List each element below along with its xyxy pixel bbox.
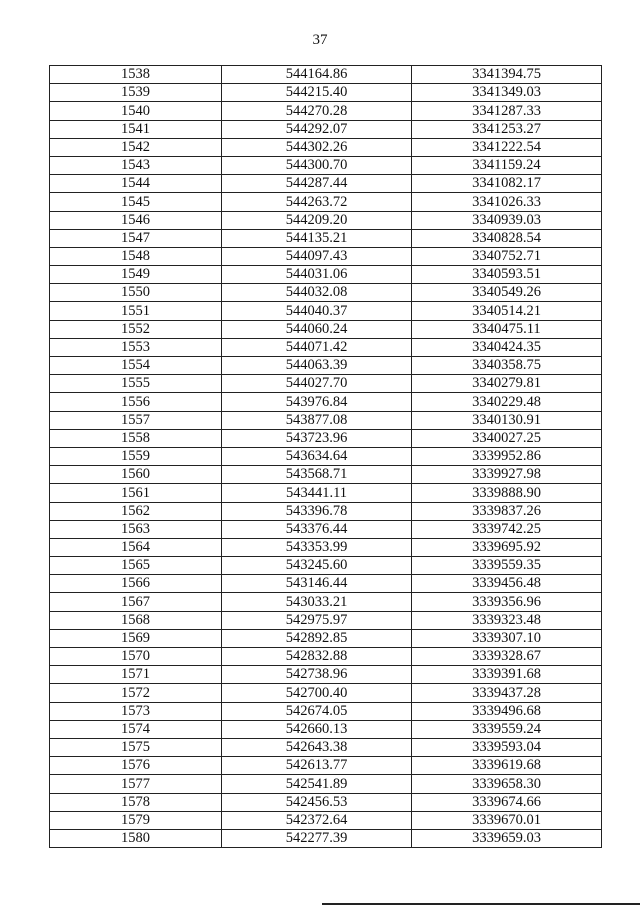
coordinates-table [49, 65, 602, 848]
table-row [50, 720, 602, 738]
x-coordinate-cell: 544027.70 [222, 375, 412, 393]
point-number-cell: 1573 [50, 702, 222, 720]
x-coordinate-cell: 544164.86 [222, 66, 412, 84]
point-number-cell: 1547 [50, 229, 222, 247]
table-row [50, 738, 602, 756]
table-row [50, 338, 602, 356]
table-row [50, 520, 602, 538]
y-coordinate-cell: 3339307.10 [412, 629, 602, 647]
x-coordinate-cell: 542643.38 [222, 738, 412, 756]
y-coordinate-cell: 3339328.67 [412, 648, 602, 666]
point-number-cell: 1540 [50, 102, 222, 120]
coordinates-table-container [49, 65, 601, 848]
x-coordinate-cell: 543353.99 [222, 538, 412, 556]
table-row [50, 775, 602, 793]
table-row [50, 357, 602, 375]
point-number-cell: 1544 [50, 175, 222, 193]
y-coordinate-cell: 3341253.27 [412, 120, 602, 138]
y-coordinate-cell: 3340130.91 [412, 411, 602, 429]
point-number-cell: 1564 [50, 538, 222, 556]
x-coordinate-cell: 543376.44 [222, 520, 412, 538]
x-coordinate-cell: 544287.44 [222, 175, 412, 193]
y-coordinate-cell: 3340752.71 [412, 247, 602, 265]
x-coordinate-cell: 542372.64 [222, 811, 412, 829]
x-coordinate-cell: 544215.40 [222, 84, 412, 102]
y-coordinate-cell: 3339658.30 [412, 775, 602, 793]
y-coordinate-cell: 3340514.21 [412, 302, 602, 320]
x-coordinate-cell: 542832.88 [222, 648, 412, 666]
y-coordinate-cell: 3339695.92 [412, 538, 602, 556]
point-number-cell: 1576 [50, 757, 222, 775]
y-coordinate-cell: 3339559.24 [412, 720, 602, 738]
y-coordinate-cell: 3339952.86 [412, 447, 602, 465]
x-coordinate-cell: 544263.72 [222, 193, 412, 211]
table-row [50, 266, 602, 284]
x-coordinate-cell: 544060.24 [222, 320, 412, 338]
point-number-cell: 1539 [50, 84, 222, 102]
y-coordinate-cell: 3341026.33 [412, 193, 602, 211]
point-number-cell: 1580 [50, 829, 222, 847]
y-coordinate-cell: 3340939.03 [412, 211, 602, 229]
y-coordinate-cell: 3341222.54 [412, 138, 602, 156]
y-coordinate-cell: 3339356.96 [412, 593, 602, 611]
y-coordinate-cell: 3339888.90 [412, 484, 602, 502]
table-row [50, 757, 602, 775]
x-coordinate-cell: 544031.06 [222, 266, 412, 284]
point-number-cell: 1571 [50, 666, 222, 684]
point-number-cell: 1541 [50, 120, 222, 138]
y-coordinate-cell: 3340279.81 [412, 375, 602, 393]
table-row [50, 284, 602, 302]
y-coordinate-cell: 3341349.03 [412, 84, 602, 102]
point-number-cell: 1542 [50, 138, 222, 156]
y-coordinate-cell: 3339437.28 [412, 684, 602, 702]
point-number-cell: 1538 [50, 66, 222, 84]
point-number-cell: 1578 [50, 793, 222, 811]
x-coordinate-cell: 542700.40 [222, 684, 412, 702]
x-coordinate-cell: 544209.20 [222, 211, 412, 229]
point-number-cell: 1551 [50, 302, 222, 320]
point-number-cell: 1558 [50, 429, 222, 447]
table-row [50, 447, 602, 465]
point-number-cell: 1559 [50, 447, 222, 465]
table-row [50, 120, 602, 138]
table-row [50, 829, 602, 847]
y-coordinate-cell: 3341082.17 [412, 175, 602, 193]
table-row [50, 302, 602, 320]
point-number-cell: 1548 [50, 247, 222, 265]
x-coordinate-cell: 544032.08 [222, 284, 412, 302]
x-coordinate-cell: 542456.53 [222, 793, 412, 811]
x-coordinate-cell: 544292.07 [222, 120, 412, 138]
point-number-cell: 1555 [50, 375, 222, 393]
point-number-cell: 1553 [50, 338, 222, 356]
table-row [50, 156, 602, 174]
point-number-cell: 1575 [50, 738, 222, 756]
x-coordinate-cell: 543568.71 [222, 466, 412, 484]
table-row [50, 229, 602, 247]
point-number-cell: 1545 [50, 193, 222, 211]
y-coordinate-cell: 3341159.24 [412, 156, 602, 174]
point-number-cell: 1579 [50, 811, 222, 829]
x-coordinate-cell: 543441.11 [222, 484, 412, 502]
point-number-cell: 1570 [50, 648, 222, 666]
y-coordinate-cell: 3339670.01 [412, 811, 602, 829]
x-coordinate-cell: 544097.43 [222, 247, 412, 265]
x-coordinate-cell: 543396.78 [222, 502, 412, 520]
y-coordinate-cell: 3339391.68 [412, 666, 602, 684]
x-coordinate-cell: 542975.97 [222, 611, 412, 629]
table-row [50, 393, 602, 411]
y-coordinate-cell: 3339456.48 [412, 575, 602, 593]
point-number-cell: 1556 [50, 393, 222, 411]
x-coordinate-cell: 544063.39 [222, 357, 412, 375]
x-coordinate-cell: 543245.60 [222, 557, 412, 575]
point-number-cell: 1557 [50, 411, 222, 429]
y-coordinate-cell: 3339837.26 [412, 502, 602, 520]
point-number-cell: 1561 [50, 484, 222, 502]
table-row [50, 320, 602, 338]
x-coordinate-cell: 542738.96 [222, 666, 412, 684]
table-row [50, 575, 602, 593]
y-coordinate-cell: 3340475.11 [412, 320, 602, 338]
point-number-cell: 1560 [50, 466, 222, 484]
point-number-cell: 1577 [50, 775, 222, 793]
table-row [50, 811, 602, 829]
x-coordinate-cell: 542613.77 [222, 757, 412, 775]
x-coordinate-cell: 543723.96 [222, 429, 412, 447]
y-coordinate-cell: 3340358.75 [412, 357, 602, 375]
table-row [50, 793, 602, 811]
table-row [50, 684, 602, 702]
y-coordinate-cell: 3340424.35 [412, 338, 602, 356]
page-number: 37 [312, 32, 328, 48]
point-number-cell: 1543 [50, 156, 222, 174]
y-coordinate-cell: 3341394.75 [412, 66, 602, 84]
table-row [50, 193, 602, 211]
x-coordinate-cell: 543146.44 [222, 575, 412, 593]
coordinates-table-body [50, 66, 602, 848]
point-number-cell: 1566 [50, 575, 222, 593]
table-row [50, 138, 602, 156]
table-row [50, 102, 602, 120]
y-coordinate-cell: 3339927.98 [412, 466, 602, 484]
table-row [50, 411, 602, 429]
x-coordinate-cell: 542541.89 [222, 775, 412, 793]
point-number-cell: 1569 [50, 629, 222, 647]
table-row [50, 611, 602, 629]
point-number-cell: 1568 [50, 611, 222, 629]
table-row [50, 538, 602, 556]
x-coordinate-cell: 542277.39 [222, 829, 412, 847]
x-coordinate-cell: 544270.28 [222, 102, 412, 120]
x-coordinate-cell: 544040.37 [222, 302, 412, 320]
y-coordinate-cell: 3339742.25 [412, 520, 602, 538]
x-coordinate-cell: 543976.84 [222, 393, 412, 411]
y-coordinate-cell: 3339593.04 [412, 738, 602, 756]
y-coordinate-cell: 3339674.66 [412, 793, 602, 811]
table-row [50, 466, 602, 484]
point-number-cell: 1565 [50, 557, 222, 575]
x-coordinate-cell: 542892.85 [222, 629, 412, 647]
y-coordinate-cell: 3340593.51 [412, 266, 602, 284]
x-coordinate-cell: 543033.21 [222, 593, 412, 611]
point-number-cell: 1550 [50, 284, 222, 302]
x-coordinate-cell: 543634.64 [222, 447, 412, 465]
table-row [50, 84, 602, 102]
point-number-cell: 1552 [50, 320, 222, 338]
point-number-cell: 1563 [50, 520, 222, 538]
y-coordinate-cell: 3339323.48 [412, 611, 602, 629]
y-coordinate-cell: 3339496.68 [412, 702, 602, 720]
point-number-cell: 1554 [50, 357, 222, 375]
table-row [50, 484, 602, 502]
x-coordinate-cell: 542674.05 [222, 702, 412, 720]
y-coordinate-cell: 3339659.03 [412, 829, 602, 847]
table-row [50, 429, 602, 447]
point-number-cell: 1562 [50, 502, 222, 520]
point-number-cell: 1572 [50, 684, 222, 702]
table-row [50, 557, 602, 575]
y-coordinate-cell: 3340828.54 [412, 229, 602, 247]
x-coordinate-cell: 544302.26 [222, 138, 412, 156]
table-row [50, 66, 602, 84]
table-row [50, 648, 602, 666]
x-coordinate-cell: 542660.13 [222, 720, 412, 738]
x-coordinate-cell: 544135.21 [222, 229, 412, 247]
y-coordinate-cell: 3340549.26 [412, 284, 602, 302]
table-row [50, 211, 602, 229]
x-coordinate-cell: 544300.70 [222, 156, 412, 174]
table-row [50, 702, 602, 720]
y-coordinate-cell: 3340027.25 [412, 429, 602, 447]
y-coordinate-cell: 3339619.68 [412, 757, 602, 775]
point-number-cell: 1574 [50, 720, 222, 738]
table-row [50, 175, 602, 193]
y-coordinate-cell: 3340229.48 [412, 393, 602, 411]
x-coordinate-cell: 543877.08 [222, 411, 412, 429]
table-row [50, 375, 602, 393]
x-coordinate-cell: 544071.42 [222, 338, 412, 356]
table-row [50, 629, 602, 647]
point-number-cell: 1549 [50, 266, 222, 284]
table-row [50, 666, 602, 684]
point-number-cell: 1546 [50, 211, 222, 229]
point-number-cell: 1567 [50, 593, 222, 611]
table-row [50, 502, 602, 520]
table-row [50, 593, 602, 611]
y-coordinate-cell: 3339559.35 [412, 557, 602, 575]
table-row [50, 247, 602, 265]
y-coordinate-cell: 3341287.33 [412, 102, 602, 120]
